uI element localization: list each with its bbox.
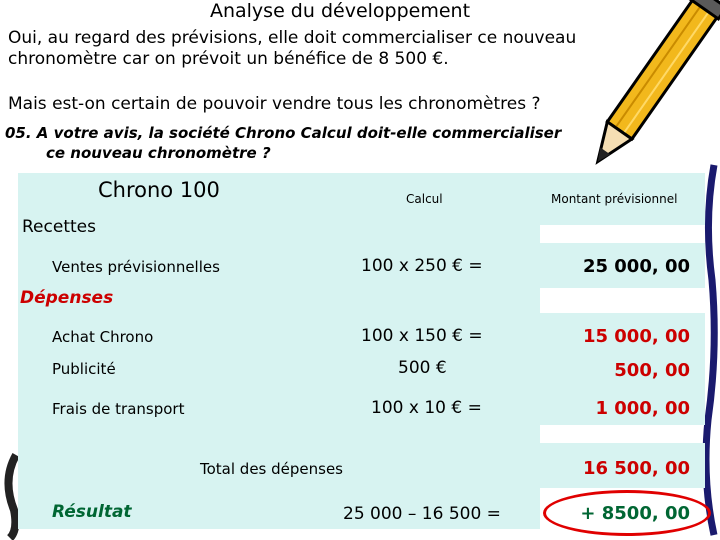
column-header-calcul: Calcul <box>406 192 443 206</box>
intro-line-1: Oui, au regard des prévisions, elle doit commercialiser ce nouveau <box>8 28 577 48</box>
row-amount: 15 000, 00 <box>582 326 690 347</box>
row-label: Publicité <box>52 360 116 378</box>
row-amount: 25 000, 00 <box>582 256 690 277</box>
question-05 <box>5 123 561 163</box>
row-label: Frais de transport <box>52 400 185 418</box>
row-amount: 1 000, 00 <box>595 398 690 419</box>
result-amount: + 8500, 00 <box>580 503 690 524</box>
result-highlight-oval <box>543 490 711 536</box>
column-header-montant: Montant prévisionnel <box>551 192 678 206</box>
pencil-icon <box>580 0 720 175</box>
section-depenses: Dépenses <box>20 288 114 308</box>
row-calc: 100 x 250 € = <box>361 256 483 276</box>
row-label: Ventes prévisionnelles <box>52 258 220 276</box>
table-title: Chrono 100 <box>98 178 220 202</box>
intro-text <box>8 28 608 70</box>
row-calc: 100 x 150 € = <box>361 326 483 346</box>
section-recettes: Recettes <box>22 217 96 237</box>
result-calc: 25 000 – 16 500 = <box>343 504 501 524</box>
row-label: Achat Chrono <box>52 328 154 346</box>
total-amount: 16 500, 00 <box>582 458 690 479</box>
row-calc: 500 € <box>398 358 447 378</box>
result-label: Résultat <box>52 502 132 522</box>
row-calc: 100 x 10 € = <box>371 398 482 418</box>
question-text: Mais est-on certain de pouvoir vendre tous les chronomètres ? <box>8 94 541 114</box>
page-title: Analyse du développement <box>209 0 471 22</box>
total-label: Total des dépenses <box>200 460 343 478</box>
question-05-line-2: ce nouveau chronomètre ? <box>46 144 271 162</box>
intro-line-2: chronomètre car on prévoit un bénéfice de 8 500 €. <box>8 49 449 69</box>
row-amount: 500, 00 <box>614 360 690 381</box>
decorative-stroke-left <box>0 450 20 540</box>
question-05-line-1: 05. A votre avis, la société Chrono Calcul doit-elle commercialiser <box>5 124 562 142</box>
